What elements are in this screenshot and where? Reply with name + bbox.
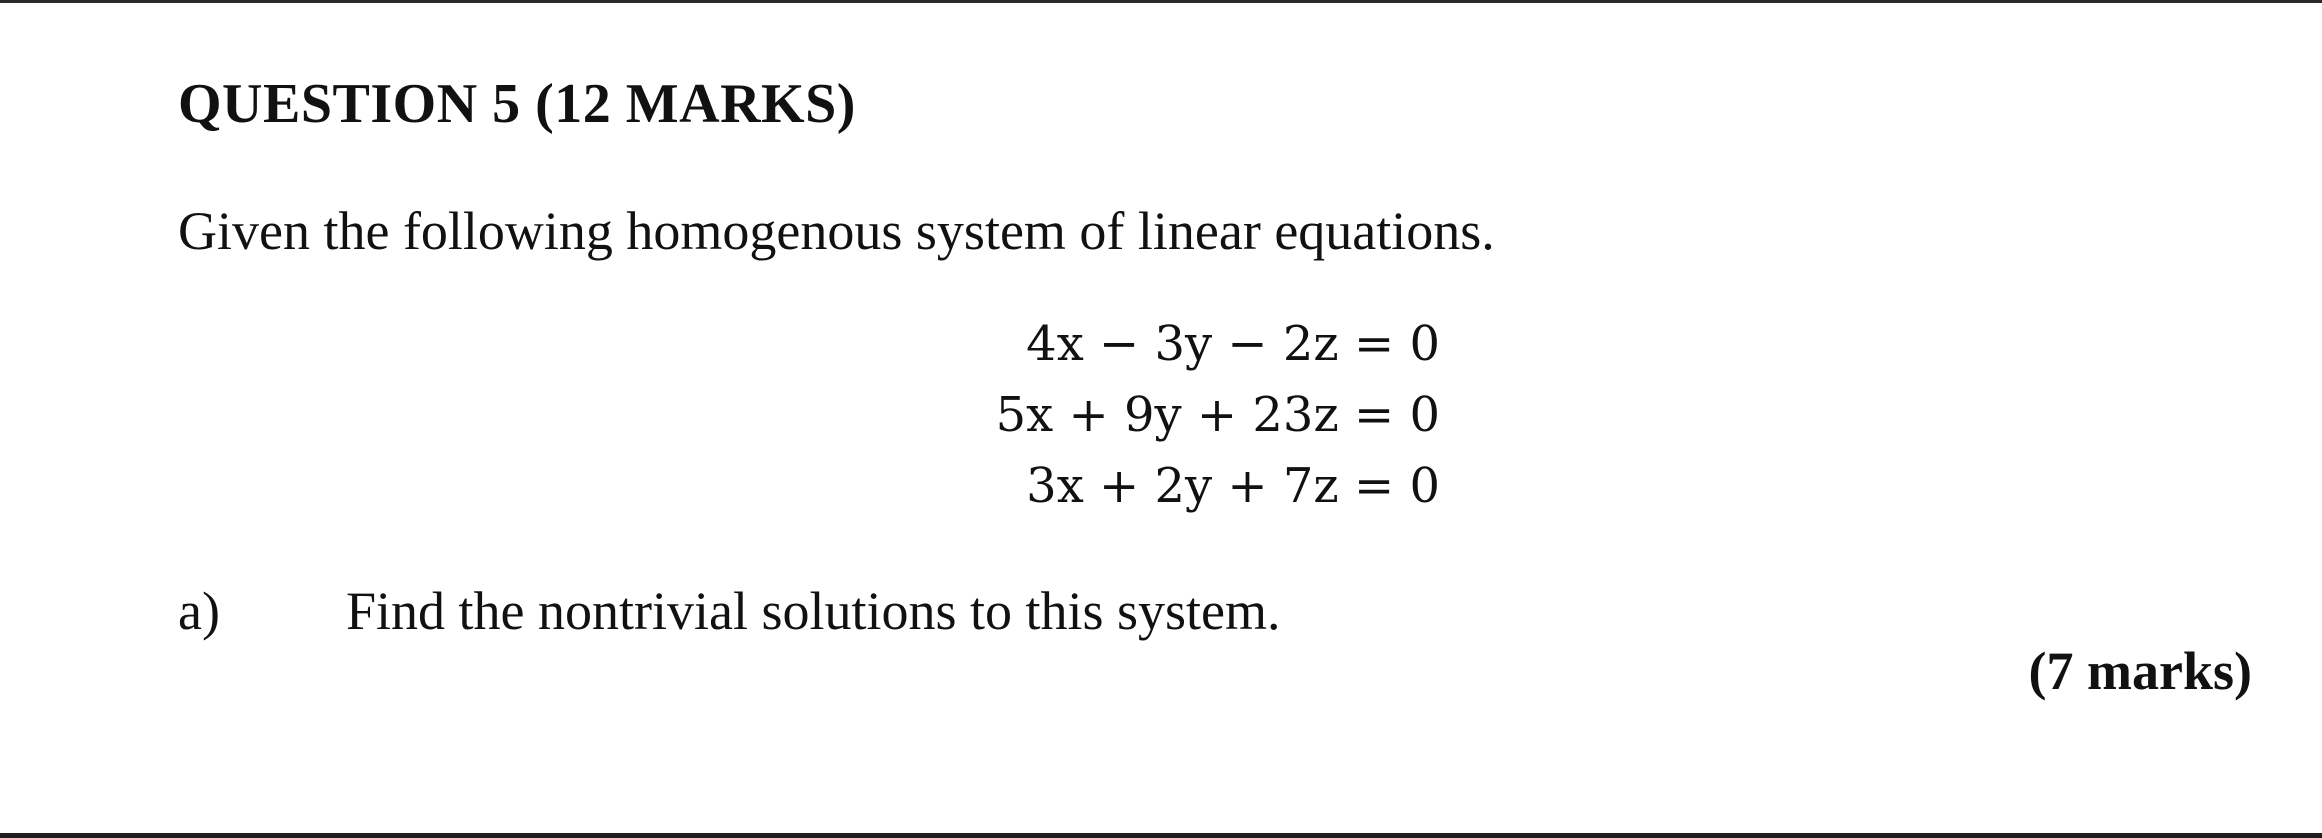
part-a-marks: (7 marks) (2028, 641, 2252, 701)
question-intro: Given the following homogenous system of linear equations. (178, 201, 1495, 261)
part-a-label: a) (178, 581, 220, 641)
part-a-text: Find the nontrivial solutions to this system. (346, 581, 1281, 641)
bottom-border-line (0, 833, 2322, 838)
equation-3: 3x + 2y + 7z = 0 (1026, 458, 1440, 514)
equation-system (900, 310, 1440, 520)
top-border-line (0, 0, 2322, 3)
equation-2: 5x + 9y + 23z = 0 (995, 387, 1440, 443)
question-heading: QUESTION 5 (12 MARKS) (178, 73, 856, 135)
equation-1: 4x − 3y − 2z = 0 (1026, 316, 1440, 372)
